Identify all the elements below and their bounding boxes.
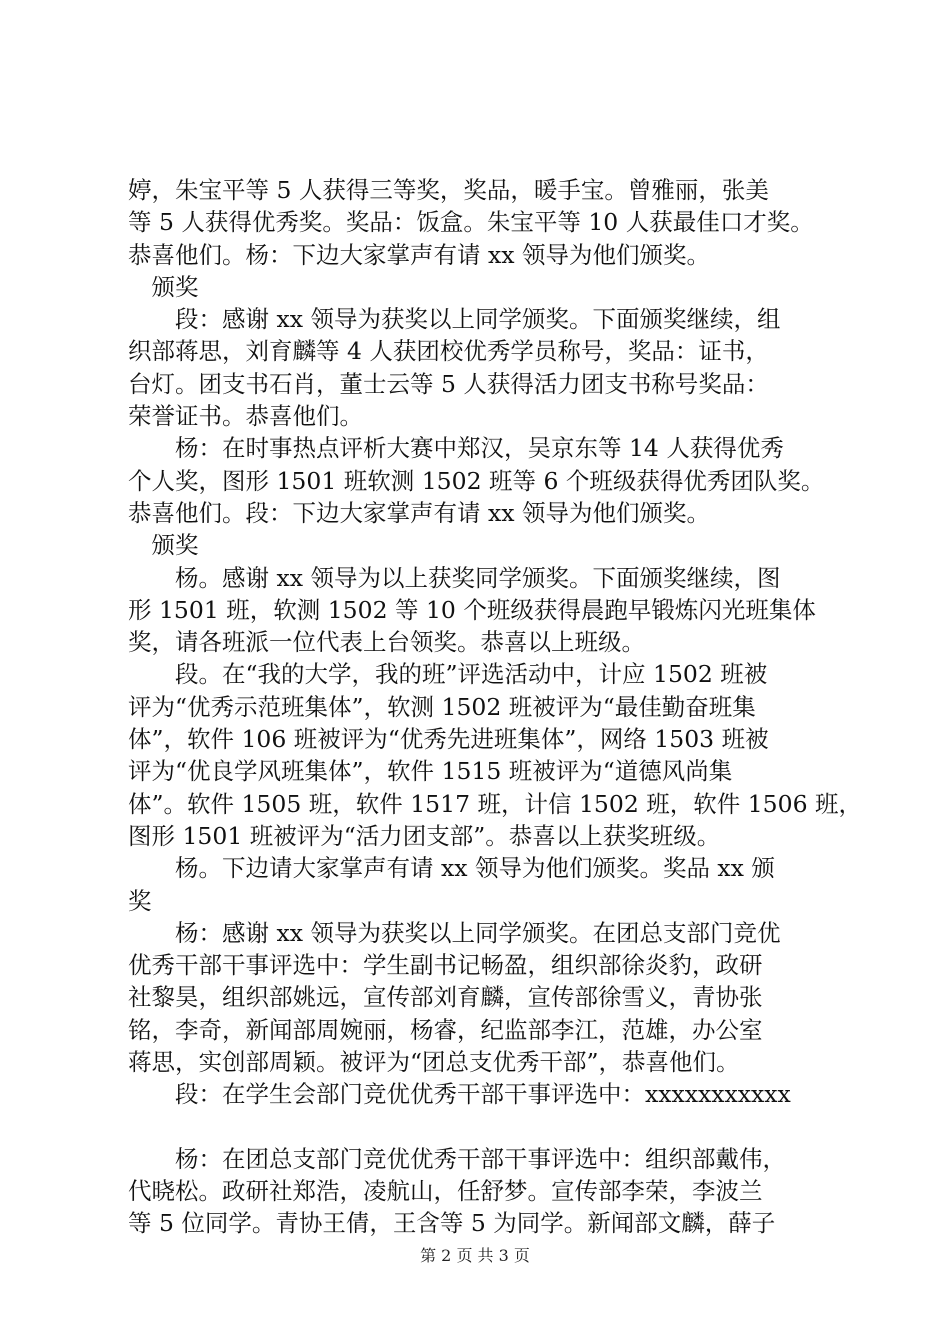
- text-line: 等 5 人获得优秀奖。奖品：饭盒。朱宝平等 10 人获最佳口才奖。: [128, 208, 814, 237]
- text-line: 杨：在时事热点评析大赛中郑汉，吴京东等 14 人获得优秀: [128, 434, 784, 463]
- text-line: 体”。软件 1505 班，软件 1517 班，计信 1502 班，软件 1506 班，: [128, 789, 862, 818]
- text-line: 个人奖，图形 1501 班软测 1502 班等 6 个班级获得优秀团队奖。: [128, 466, 825, 495]
- text-line: 奖，请各班派一位代表上台领奖。恭喜以上班级。: [128, 628, 645, 657]
- text-line: 社黎昊，组织部姚远，宣传部刘育麟，宣传部徐雪义，青协张: [128, 983, 763, 1012]
- text-line: 台灯。团支书石肖，董士云等 5 人获得活力团支书称号奖品：: [128, 369, 769, 398]
- text-line: 恭喜他们。杨：下边大家掌声有请 xx 领导为他们颁奖。: [128, 240, 710, 269]
- text-line: 代晓松。政研社郑浩，凌航山，任舒梦。宣传部李荣，李波兰: [128, 1176, 763, 1205]
- text-line: 段：在学生会部门竞优优秀干部干事评选中：xxxxxxxxxxx: [128, 1080, 791, 1109]
- text-line: 形 1501 班，软测 1502 等 10 个班级获得晨跑早锻炼闪光班集体: [128, 595, 816, 624]
- text-line: 铭，李奇，新闻部周婉丽，杨睿，纪监部李江，范雄，办公室: [128, 1015, 763, 1044]
- text-line: 段。在“我的大学，我的班”评选活动中，计应 1502 班被: [128, 660, 768, 689]
- text-line: 评为“优良学风班集体”，软件 1515 班被评为“道德风尚集: [128, 757, 733, 786]
- text-line: 恭喜他们。段：下边大家掌声有请 xx 领导为他们颁奖。: [128, 498, 710, 527]
- text-line: 杨。感谢 xx 领导为以上获奖同学颁奖。下面颁奖继续，图: [128, 563, 781, 592]
- text-line: 婷，朱宝平等 5 人获得三等奖，奖品，暖手宝。曾雅丽，张美: [128, 176, 769, 204]
- text-line: 颁奖: [128, 272, 199, 301]
- text-line: 等 5 位同学。青协王倩，王含等 5 为同学。新闻部文麟，薛子: [128, 1209, 776, 1238]
- text-line: 杨。下边请大家掌声有请 xx 领导为他们颁奖。奖品 xx 颁: [128, 854, 775, 883]
- text-line: 体”，软件 106 班被评为“优秀先进班集体”，网络 1503 班被: [128, 725, 769, 754]
- text-line: 颁奖: [128, 531, 199, 560]
- text-line: 杨：在团总支部门竞优优秀干部干事评选中：组织部戴伟，: [128, 1144, 786, 1173]
- text-line: 奖: [128, 886, 152, 915]
- text-line: 织部蒋思，刘育麟等 4 人获团校优秀学员称号，奖品：证书，: [128, 337, 769, 366]
- body-text: [128, 174, 862, 1240]
- text-line: 图形 1501 班被评为“活力团支部”。恭喜以上获奖班级。: [128, 821, 721, 850]
- text-line: 杨：感谢 xx 领导为获奖以上同学颁奖。在团总支部门竞优: [128, 918, 781, 947]
- text-line: 段：感谢 xx 领导为获奖以上同学颁奖。下面颁奖继续，组: [128, 305, 781, 334]
- text-line: 优秀干部干事评选中：学生副书记畅盈，组织部徐炎豹，政研: [128, 951, 763, 980]
- text-line: 评为“优秀示范班集体”，软测 1502 班被评为“最佳勤奋班集: [128, 692, 756, 721]
- text-line: 荣誉证书。恭喜他们。: [128, 402, 363, 431]
- page-footer: 第 2 页 共 3 页: [420, 1246, 530, 1265]
- blank-line: [128, 1111, 828, 1143]
- text-line: 蒋思，实创部周颖。被评为“团总支优秀干部”，恭喜他们。: [128, 1048, 740, 1077]
